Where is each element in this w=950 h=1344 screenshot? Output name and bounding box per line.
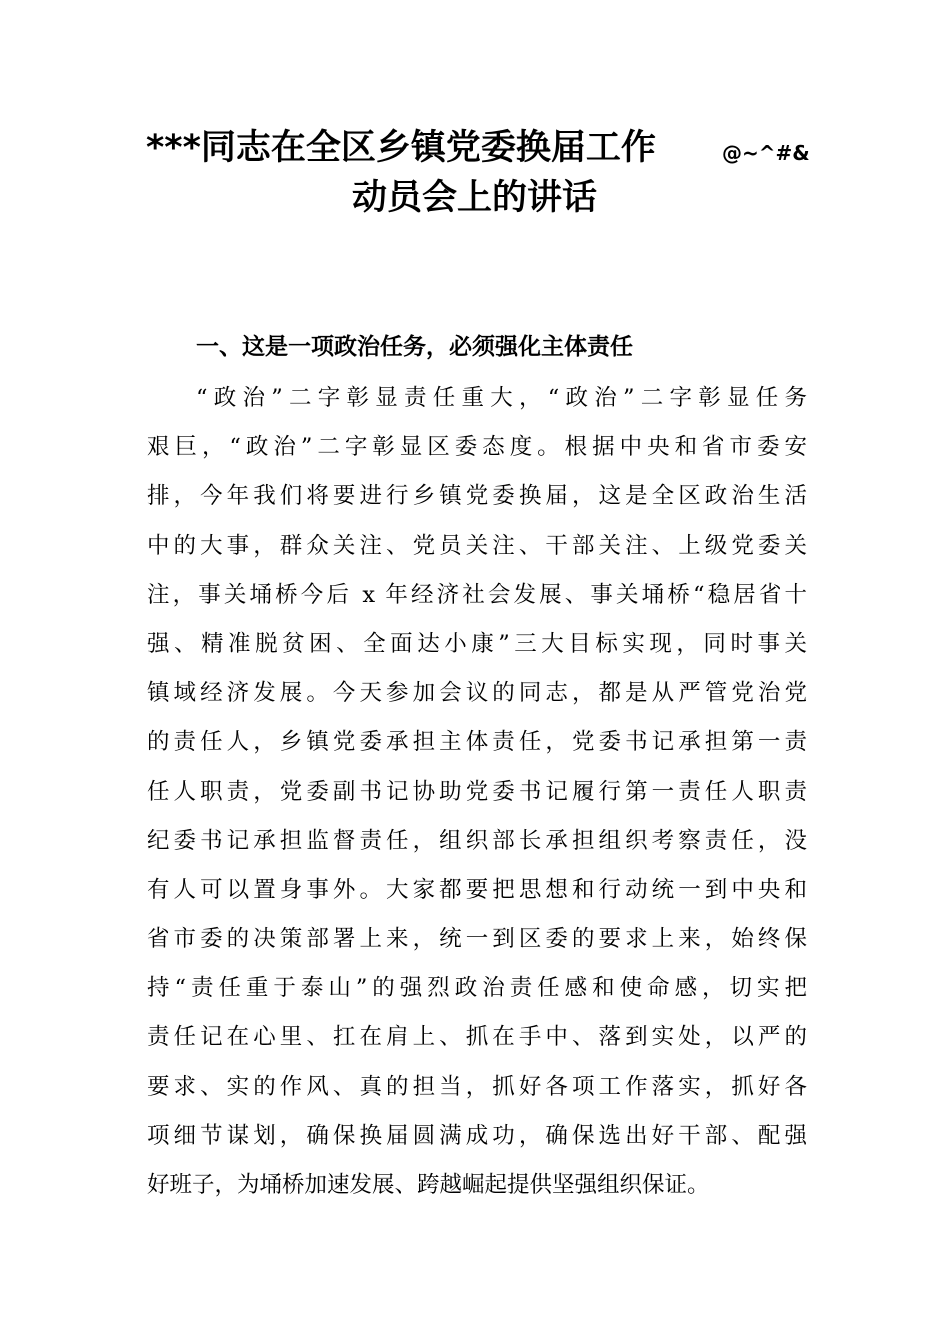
body-line: 省市委的决策部署上来，统一到区委的要求上来，始终保	[147, 926, 807, 953]
body-line: 强、精准脱贫困、全面达小康”三大目标实现，同时事关	[147, 630, 807, 657]
body-line: 的责任人，乡镇党委承担主体责任，党委书记承担第一责	[147, 729, 807, 756]
section-heading: 一、这是一项政治任务，必须强化主体责任	[196, 334, 633, 360]
body-line: “政治”二字彰显责任重大，“政治”二字彰显任务	[196, 385, 807, 411]
body-line: 镇域经济发展。今天参加会议的同志，都是从严管党治党	[147, 680, 807, 707]
title-line-2: 动员会上的讲话	[352, 178, 598, 218]
body-line: 好班子，为埇桥加速发展、跨越崛起提供坚强组织保证。	[147, 1172, 710, 1198]
body-line: 项细节谋划，确保换届圆满成功，确保选出好干部、配强	[147, 1122, 807, 1149]
body-line: 任人职责，党委副书记协助党委书记履行第一责任人职责	[147, 778, 807, 805]
body-line: 有人可以置身事外。大家都要把思想和行动统一到中央和	[147, 876, 807, 903]
body-line: 要求、实的作风、真的担当，抓好各项工作落实，抓好各	[147, 1073, 807, 1100]
title-line-1: ***同志在全区乡镇党委换届工作	[146, 128, 656, 168]
body-line: 责任记在心里、扛在肩上、抓在手中、落到实处，以严的	[147, 1024, 807, 1051]
body-line: 排，今年我们将要进行乡镇党委换届，这是全区政治生活	[147, 483, 807, 510]
corner-mark: @~^#&	[722, 141, 810, 165]
body-line: 持“责任重于泰山”的强烈政治责任感和使命感，切实把	[147, 975, 807, 1002]
body-line: 艰巨，“政治”二字彰显区委态度。根据中央和省市委安	[147, 434, 807, 461]
body-line: 注，事关埇桥今后 x 年经济社会发展、事关埇桥“稳居省十	[147, 581, 807, 608]
body-paragraph	[147, 374, 807, 1210]
body-line: 纪委书记承担监督责任，组织部长承担组织考察责任，没	[147, 827, 807, 854]
body-line: 中的大事，群众关注、党员关注、干部关注、上级党委关	[147, 532, 807, 559]
